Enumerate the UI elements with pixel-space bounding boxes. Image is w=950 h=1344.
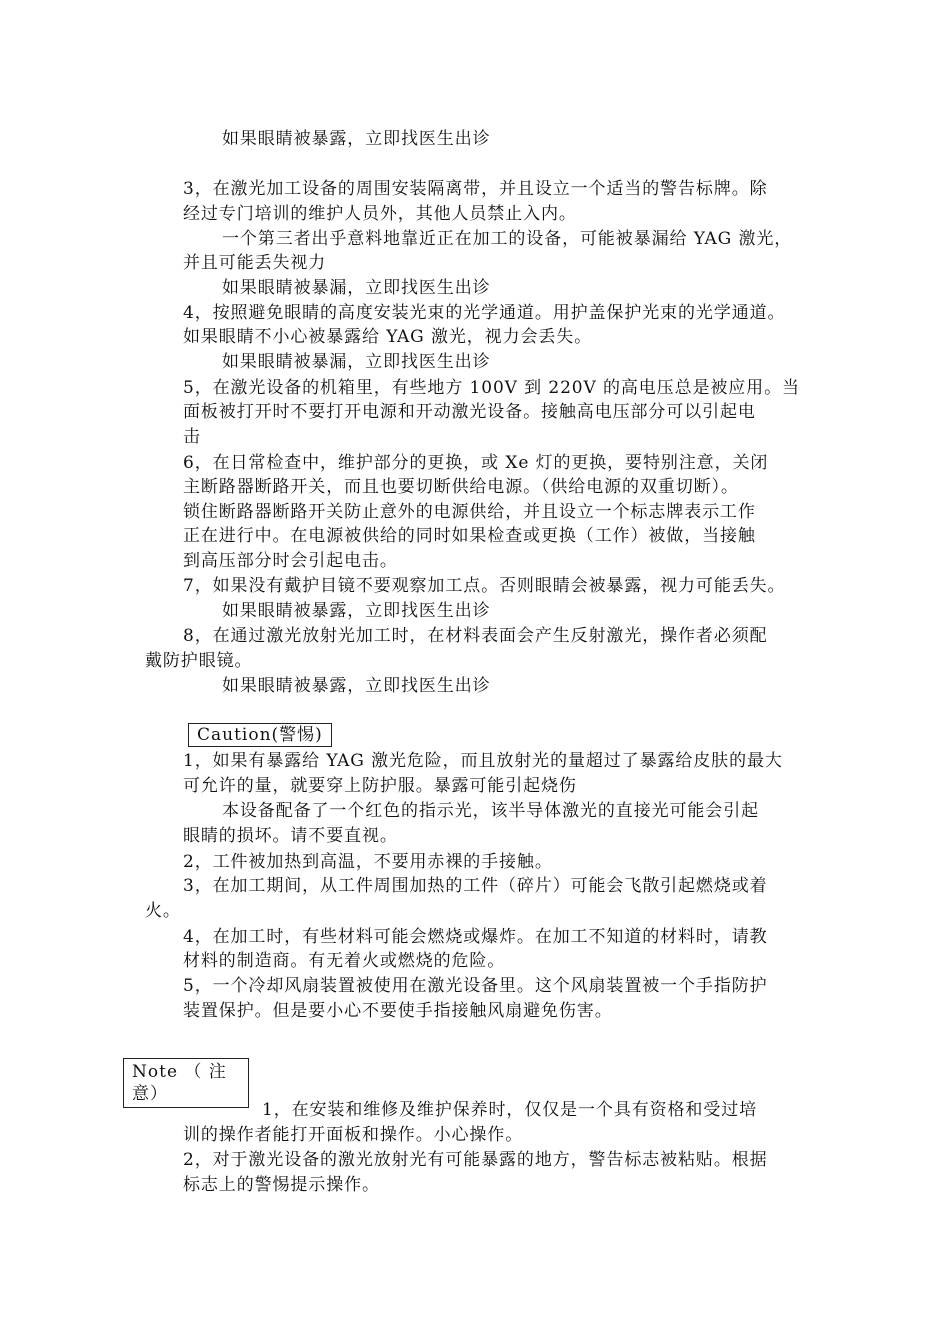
caution-line: 材料的制造商。有无着火或燃烧的危险。 bbox=[183, 951, 506, 971]
caution-line: 眼睛的损坏。请不要直视。 bbox=[183, 826, 398, 846]
note-heading-line: 意） bbox=[132, 1084, 168, 1104]
caution-line: 2，工件被加热到高温，不要用赤裸的手接触。 bbox=[183, 852, 553, 872]
doc-line: 如果眼睛被暴露，立即找医生出诊 bbox=[222, 601, 491, 621]
note-heading bbox=[123, 1058, 249, 1108]
doc-line: 如果眼睛不小心被暴露给 YAG 激光，视力会丢失。 bbox=[183, 327, 593, 347]
note-line: 1，在安装和维修及维护保养时，仅仅是一个具有资格和受过培 bbox=[262, 1100, 758, 1120]
doc-line: 如果眼睛被暴漏，立即找医生出诊 bbox=[222, 278, 491, 298]
caution-line: 3，在加工期间，从工件周围加热的工件（碎片）可能会飞散引起燃烧或着 bbox=[183, 876, 768, 896]
note-line: 标志上的警惕提示操作。 bbox=[183, 1175, 380, 1195]
doc-line: 如果眼睛被暴露，立即找医生出诊 bbox=[222, 676, 491, 696]
doc-line: 到高压部分时会引起电击。 bbox=[183, 551, 398, 571]
caution-heading: Caution(警惕) bbox=[188, 723, 332, 747]
doc-line: 5，在激光设备的机箱里，有些地方 100V 到 220V 的高电压总是被应用。当 bbox=[183, 378, 800, 398]
doc-line: 3，在激光加工设备的周围安装隔离带，并且设立一个适当的警告标牌。除 bbox=[183, 179, 768, 199]
doc-line: 锁住断路器断路开关防止意外的电源供给，并且设立一个标志牌表示工作 bbox=[183, 502, 756, 522]
caution-line: 本设备配备了一个红色的指示光，该半导体激光的直接光可能会引起 bbox=[222, 801, 759, 821]
doc-line: 正在进行中。在电源被供给的同时如果检查或更换（工作）被做，当接触 bbox=[183, 526, 756, 546]
doc-line: 6，在日常检查中，维护部分的更换，或 Xe 灯的更换，要特别注意，关闭 bbox=[183, 453, 769, 473]
doc-line: 主断路器断路开关，而且也要切断供给电源。（供给电源的双重切断）。 bbox=[183, 477, 739, 497]
doc-line: 并且可能丢失视力 bbox=[183, 253, 327, 273]
doc-line: 经过专门培训的维护人员外，其他人员禁止入内。 bbox=[183, 204, 577, 224]
doc-line: 4，按照避免眼睛的高度安装光束的光学通道。用护盖保护光束的光学通道。 bbox=[183, 303, 786, 323]
doc-line: 一个第三者出乎意料地靠近正在加工的设备，可能被暴漏给 YAG 激光， bbox=[222, 229, 793, 249]
doc-line: 8，在通过激光放射光加工时，在材料表面会产生反射激光，操作者必须配 bbox=[183, 626, 768, 646]
doc-line: 如果眼睛被暴漏，立即找医生出诊 bbox=[222, 352, 491, 372]
caution-line: 1，如果有暴露给 YAG 激光危险，而且放射光的量超过了暴露给皮肤的最大 bbox=[183, 751, 783, 771]
doc-line: 7，如果没有戴护目镜不要观察加工点。否则眼睛会被暴露，视力可能丢失。 bbox=[183, 576, 786, 596]
doc-line: 面板被打开时不要打开电源和开动激光设备。接触高电压部分可以引起电 bbox=[183, 402, 756, 422]
note-heading-line: Note （ 注 bbox=[132, 1062, 227, 1082]
caution-line: 火。 bbox=[145, 901, 181, 921]
note-line: 训的操作者能打开面板和操作。小心操作。 bbox=[183, 1125, 524, 1145]
caution-line: 5，一个冷却风扇装置被使用在激光设备里。这个风扇装置被一个手指防护 bbox=[183, 976, 768, 996]
doc-line: 击 bbox=[183, 427, 201, 447]
doc-line: 戴防护眼镜。 bbox=[145, 651, 253, 671]
caution-line: 可允许的量，就要穿上防护服。暴露可能引起烧伤 bbox=[183, 776, 577, 796]
caution-line: 4，在加工时，有些材料可能会燃烧或爆炸。在加工不知道的材料时，请教 bbox=[183, 927, 768, 947]
note-line: 2，对于激光设备的激光放射光有可能暴露的地方，警告标志被粘贴。根据 bbox=[183, 1150, 768, 1170]
doc-line: 如果眼睛被暴露，立即找医生出诊 bbox=[222, 129, 491, 149]
caution-line: 装置保护。但是要小心不要使手指接触风扇避免伤害。 bbox=[183, 1001, 613, 1021]
